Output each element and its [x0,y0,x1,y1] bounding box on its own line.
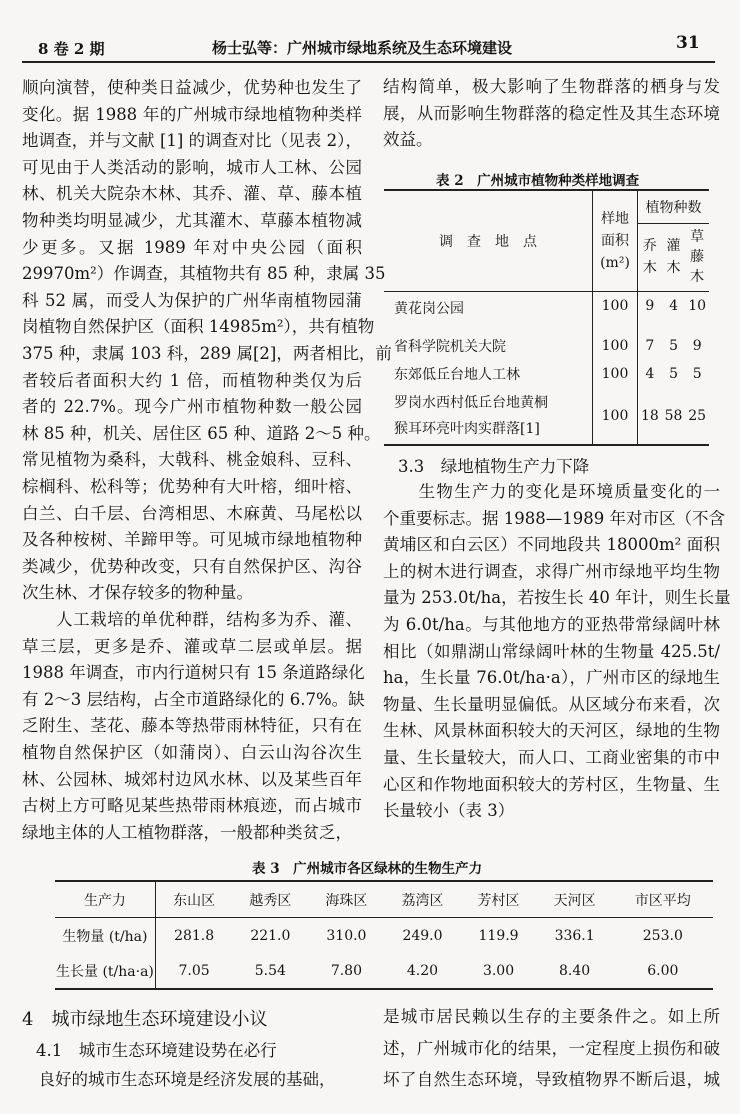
text-line: 物种类均明显减少，尤其灌木、草藤本植物减 [22,211,362,230]
table2 [384,189,709,446]
text-line: 顺向演替，使种类日益减少，优势种也发生了 [22,78,362,97]
section-4-heading: 4 城市绿地生态环境建设小议 [22,1009,268,1030]
text-line: 类减少，优势种改变，只有自然保护区、沟谷 [22,556,362,576]
text-line: 古树上方可略见某些热带雨林痕迹，而占城市 [22,796,362,816]
text-line: 岗植物自然保护区（面积 14985m²），共有植物 [22,317,375,337]
table-header-row [55,881,713,918]
volume-issue: 8 卷 2 期 [38,40,105,58]
text-line: 次生林、才保存较多的物种量。 [22,583,253,603]
header-rule [22,61,715,63]
t2-location: 省科学院机关大院 [384,332,593,360]
text-line: 良好的城市生态环境是经济发展的基础， [22,1070,336,1089]
text-line: 坏了自然生态环境，导致植物界不断后退，城 [383,1070,720,1089]
t2-area: 100 [593,332,638,360]
t2-area-l3: (m²) [600,255,630,271]
text-line: 量为 253.0t/ha，若按生长 40 年计，则生长量 [383,588,731,608]
t3-cell: 4.20 [406,962,439,979]
t2-tree: 9 [645,298,655,314]
text-line: 变化。据 1988 年的广州城市绿地植物种类样 [22,104,362,124]
t3-cell: 5.54 [254,962,286,979]
text-line: 1988 年调查，市内行道树只有 15 条道路绿化 [22,663,365,683]
t3-cell: 7.80 [330,962,362,979]
text-line: 者较后者面积大约 1 倍，而植物种类仅为后 [22,370,362,390]
table3 [55,880,713,990]
t2-header-area [593,190,638,292]
t3-header: 越秀区 [249,892,292,909]
text-line: 草三层，更多是乔、灌或草二层或单层。据 [22,636,362,656]
running-title: 杨士弘等：广州城市绿地系统及生态环境建设 [212,39,513,57]
text-line: 29970m²）作调查，其植物共有 85 种，隶属 35 [22,264,386,284]
t3-header: 荔湾区 [401,892,444,909]
text-line: 可见由于人类活动的影响，城市人工林、公园 [22,157,362,177]
t3-cell: 3.00 [482,962,515,979]
text-line: 上的树木进行调查，求得广州市绿地平均生物 [383,561,720,581]
t3-cell: 281.8 [174,927,215,944]
t2-shrub-l1: 灌 [666,238,681,255]
t3-cell: 8.40 [559,962,591,979]
t2-area-l1: 样地 [601,211,629,227]
t2-location: 黄花岗公园 [384,292,593,333]
t3-cell: 310.0 [326,927,367,944]
t3-cell: 6.00 [647,962,679,979]
t2-shrub: 4 [669,298,678,314]
text-line: 少更多。又据 1989 年对中央公园（面积 [22,237,362,257]
text-line: 地调查，并与文献 [1] 的调查对比（见表 2）， [22,131,362,151]
text-line: 生物生产力的变化是环境质量变化的一 [383,482,720,501]
t2-header-species: 植物种数 [638,190,710,223]
section-4-1-heading: 4.1 城市生态环境建设势在必行 [36,1041,277,1060]
t3-header: 市区平均 [634,892,691,909]
text-line: 有 2～3 层结构，占全市道路绿化的 6.7%。缺 [22,689,365,709]
text-line: 结构简单，极大影响了生物群落的栖身与发 [383,77,720,96]
t2-shrub: 58 [664,408,683,424]
text-line: 量、生长量较大，而人口、工商业密集的市中 [383,748,720,767]
text-line: 长量较小（表 3） [383,801,515,821]
text-line: 相比（如鼎湖山常绿阔叶林的生物量 425.5t/ [383,641,720,661]
table2-caption: 表 2 广州城市植物种类样地调查 [436,173,640,189]
table-row [384,332,709,360]
t2-shrub-l2: 木 [666,260,681,277]
t3-cell: 221.0 [250,927,291,944]
text-line: 心区和作物地面积较大的芳村区，生物量、生 [383,774,720,794]
t2-herb: 25 [688,408,707,424]
text-line: 者的 22.7%。现今广州市植物种数一般公园 [22,397,362,417]
t3-header: 生产力 [55,881,155,918]
table3-caption: 表 3 广州城市各区绿林的生物生产力 [252,861,483,877]
text-line: 乏附生、茎花、藤本等热带雨林特征，只有在 [22,716,362,736]
running-header [0,0,740,60]
t2-header-shrub [662,223,686,291]
text-line: 植物自然保护区（如蒲岗）、白云山沟谷次生 [22,743,362,762]
t2-area-l2: 面积 [601,233,629,249]
text-line: 375 种，隶属 103 科，289 属[2]，两者相比，前 [22,344,392,363]
t2-header-tree [638,223,662,291]
t2-location: 罗岗水西村低丘台地黄桐猴耳环亮叶肉实群落[1] [394,395,548,437]
t3-row-label: 生长量 (t/ha·a) [55,953,155,989]
text-line: 为 6.0t/ha。与其他地方的亚热带常绿阔叶林 [383,615,720,634]
table-row [384,292,709,333]
t3-cell: 119.9 [478,927,519,944]
t2-herb: 10 [688,298,707,314]
text-line: 棕榈科、松科等；优势种有大叶榕，细叶榕、 [22,477,362,496]
t2-area: 100 [593,360,638,388]
text-line: 林 85 种，机关、居住区 65 种、道路 2～5 种。 [22,423,381,443]
t3-header: 海珠区 [325,892,368,909]
text-line: 科 52 属，而受人为保护的广州华南植物园蒲 [22,290,362,310]
t2-area: 100 [593,388,638,445]
t3-cell: 253.0 [642,927,683,944]
text-line: 是城市居民赖以生存的主要条件之。如上所 [383,1007,720,1026]
text-line: 展，从而影响生物群落的稳定性及其生态环境 [383,103,720,123]
t2-herb-l2: 藤 [690,249,705,266]
t2-tree-l1: 乔 [642,238,657,255]
text-line: 人工栽培的单优种群，结构多为乔、灌、 [22,610,362,629]
t2-herb-l1: 草 [690,229,705,246]
t2-herb: 5 [692,366,702,382]
table-row [55,918,713,954]
text-line: 物量、生长量明显偏低。从区域分布来看，次 [383,694,720,714]
t3-header: 芳村区 [477,892,520,909]
text-line: 绿地主体的人工植物群落，一般都种类贫乏， [22,822,352,842]
t2-header-location: 调 查 地 点 [384,190,593,292]
t2-tree-l2: 木 [642,260,657,277]
t3-cell: 7.05 [178,962,210,979]
t3-header: 天河区 [553,892,596,909]
text-line: 白兰、白千层、台湾相思、木麻黄、马尾松以 [22,503,362,523]
table-row [384,388,709,445]
text-line: 常见植物为桑科，大戟科、桃金娘科、豆科、 [22,450,362,470]
text-line: 效益。 [383,130,433,150]
t2-tree: 7 [645,338,655,354]
t2-location: 东郊低丘台地人工林 [384,360,593,388]
text-line: 及各种桉树、羊蹄甲等。可见城市绿地植物种 [22,530,362,550]
text-line: ha，生长量 76.0t/ha·a），广州市区的绿地生 [383,668,720,688]
page-number: 31 [676,33,700,53]
t2-header-herb [685,223,709,291]
t3-cell: 336.1 [554,927,595,944]
t2-herb-l3: 木 [690,269,705,286]
t2-tree: 18 [640,408,659,424]
t2-shrub: 5 [669,338,678,354]
t3-row-label: 生物量 (t/ha) [55,918,155,954]
text-line: 个重要标志。据 1988—1989 年对市区（不含 [383,508,725,528]
t2-herb: 9 [692,338,702,354]
t2-shrub: 5 [669,366,678,382]
text-line: 述，广州城市化的结果，一定程度上损伤和破 [383,1038,720,1058]
t3-cell: 249.0 [402,927,443,944]
table-row [55,953,713,989]
t2-area: 100 [593,292,638,333]
text-line: 林、机关大院杂木林、其乔、灌、草、藤本植 [22,184,362,204]
t2-location-cell [384,388,593,445]
text-line: 林、公园林、城郊村边风水林、以及某些百年 [22,769,362,789]
section-3-3-heading: 3.3 绿地植物生产力下降 [398,457,590,476]
t3-header: 东山区 [173,892,216,909]
text-line: 生林、风景林面积较大的天河区，绿地的生物 [383,721,720,741]
t2-tree: 4 [645,366,655,382]
table-row [384,360,709,388]
text-line: 黄埔区和白云区）不同地段共 18000m² 面积 [383,535,720,555]
